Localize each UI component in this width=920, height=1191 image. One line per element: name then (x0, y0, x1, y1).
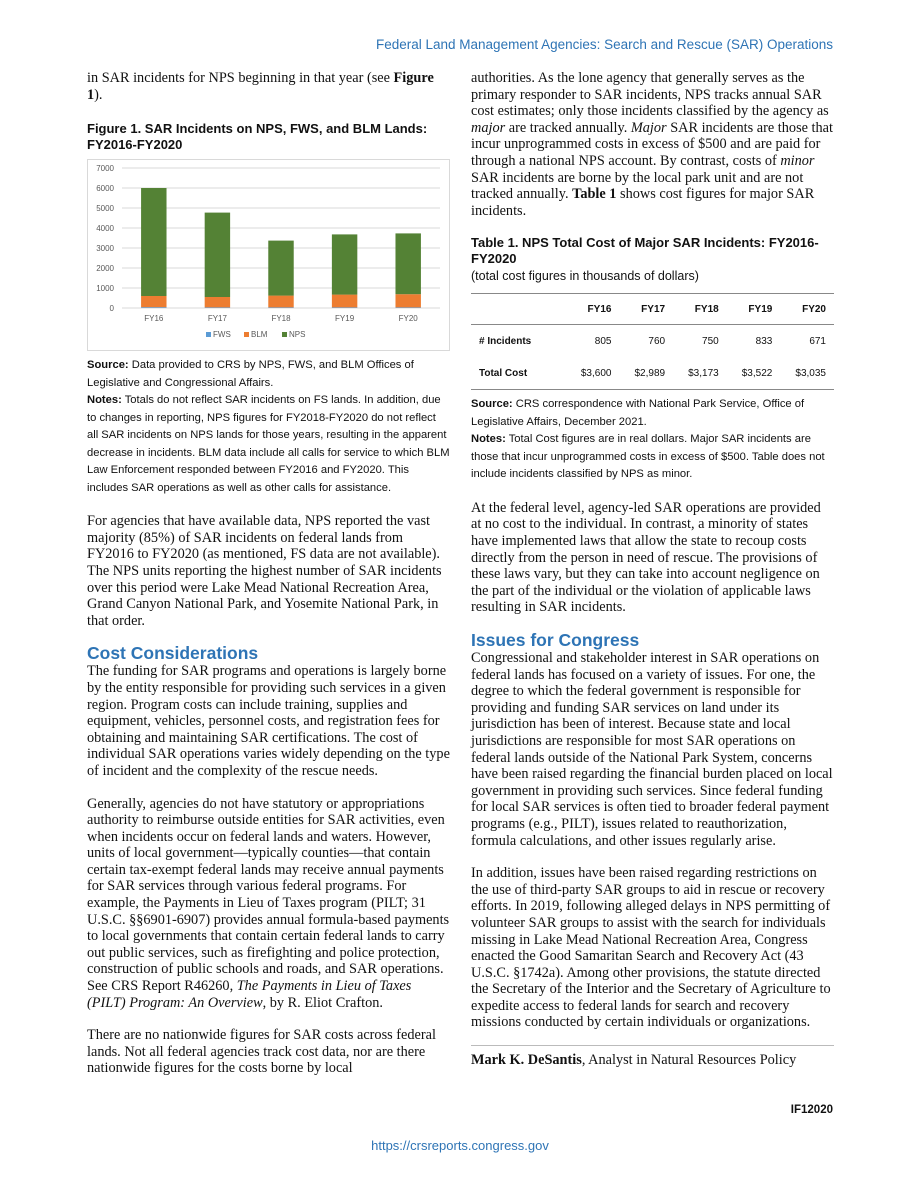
chart-svg (88, 160, 449, 350)
paragraph-nationwide-figures: There are no nationwide figures for SAR costs across federal lands. Not all federal agencies track cost data, nor are there nationwide figures for the costs borne by local (87, 1027, 436, 1077)
paragraph-funding: The funding for SAR programs and operations is largely borne by the entity responsible for providing such services in a given region. Program costs can include training, supplies and equipment, vehicles, personnel costs, and registration fees for obtaining and maintaining SAR certifications. The cost of individual SAR operations varies widely depending on the type of incident and the complexity of the rescue needs. (87, 663, 450, 779)
paragraph-state-laws: At the federal level, agency-led SAR operations are provided at no cost to the individual. In contrast, a minority of states have implemented laws that allow the state to recoup costs directly from the person in need of rescue. The provisions of these laws vary, but they can take into account negligence on the part of the individual or the violation of applicable laws resulting in SAR incidents. (471, 499, 821, 616)
heading-cost-considerations: Cost Considerations (87, 643, 259, 664)
table-notes: Notes: Total Cost figures are in real dollars. Major SAR incidents are those that incur unprogrammed costs in excess of $500. Table does not include incidents classified by NPS as minor. (471, 433, 825, 481)
legend-label-fws: FWS (213, 330, 231, 340)
legend-swatch-nps (282, 332, 287, 337)
bar-blm (268, 296, 293, 308)
table-cell: $3,600 (566, 357, 620, 390)
bar-blm (395, 294, 420, 307)
author-line: Mark K. DeSantis, Analyst in Natural Resources Policy (471, 1052, 797, 1069)
author-divider (471, 1045, 834, 1046)
x-tick-label: FY18 (271, 314, 291, 324)
bar-blm (332, 295, 357, 308)
table-cell: $3,173 (673, 357, 727, 390)
legend-label-blm: BLM (251, 330, 268, 340)
bar-nps (395, 234, 420, 295)
table-header-cell: FY19 (727, 294, 781, 325)
table-cell: 805 (594, 335, 612, 347)
y-tick-label: 2000 (96, 264, 114, 274)
footer-url-link[interactable]: https://crsreports.congress.gov (371, 1138, 549, 1153)
bar-blm (205, 297, 230, 307)
heading-issues-for-congress: Issues for Congress (471, 630, 640, 650)
table-row-label: # Incidents (479, 335, 532, 347)
sar-incidents-chart (87, 159, 450, 351)
bar-fws (395, 308, 420, 309)
table-header-cell: FY16 (566, 294, 620, 325)
figure-source: Source: Data provided to CRS by NPS, FWS, and BLM Offices of Legislative and Congressional Affairs. (87, 359, 414, 389)
bar-fws (141, 307, 166, 308)
table-cell: 671 (809, 335, 826, 347)
bar-nps (268, 241, 293, 296)
table-header-cell: FY20 (780, 294, 834, 325)
left-column (87, 70, 450, 1077)
x-tick-label: FY20 (398, 314, 418, 324)
bar-nps (205, 213, 230, 297)
table-header-cell (471, 294, 566, 325)
paragraph-agency-data: For agencies that have available data, NPS reported the vast majority (85%) of SAR incidents on federal lands from FY2016 to FY2020 (as mentioned, FS data are not available). The NPS units reporting the highest number of SAR incidents over this period were Lake Mead National Recreation Area, Grand Canyon National Park, and Yosemite National Park, in that order. (87, 513, 442, 629)
paragraph-stakeholder-interest: Congressional and stakeholder interest in SAR operations on federal lands has focused on a variety of issues. For one, the degree to which the federal government is responsible for providing and funding SAR services on land under its jurisdiction has been of interest. Because state and local jurisdictions are responsible for most SAR operations on federal lands outside of the National Park System, concerns have been raised regarding the financial burden placed on local government in providing such services. Since federal funding for local SAR services is often tied to broader federal payment programs (e.g., PILT), issues related to reauthorization, formula calculations, and other issues regularly arise. (471, 650, 833, 849)
table-row (471, 325, 834, 358)
table-cell: 750 (702, 335, 719, 347)
y-tick-label: 3000 (96, 244, 114, 254)
table-cell: $3,522 (727, 357, 781, 390)
figure-title: Figure 1. SAR Incidents on NPS, FWS, and BLM Lands: FY2016-FY2020 (87, 121, 428, 153)
table-header-row (471, 294, 834, 325)
x-tick-label: FY16 (144, 314, 164, 324)
running-header: Federal Land Management Agencies: Search and Rescue (SAR) Operations (375, 37, 833, 52)
x-tick-label: FY17 (207, 314, 227, 324)
y-tick-label: 7000 (96, 164, 114, 174)
table-header-cell: FY17 (619, 294, 673, 325)
bar-fws (205, 308, 230, 309)
bar-nps (332, 235, 357, 295)
report-id: IF12020 (790, 1104, 833, 1116)
y-tick-label: 6000 (96, 184, 114, 194)
y-tick-label: 5000 (96, 204, 114, 214)
table-cell: 760 (648, 335, 666, 347)
legend-swatch-fws (206, 332, 211, 337)
bar-blm (141, 296, 166, 307)
y-tick-label: 0 (109, 304, 114, 314)
intro-paragraph: in SAR incidents for NPS beginning in that year (see Figure 1). (87, 70, 434, 103)
paragraph-third-party-groups: In addition, issues have been raised regarding restrictions on the use of third-party SAR groups to aid in rescue or recovery efforts. In 2019, following alleged delays in NPS permitting of volunteer SAR groups to assist with the search for individuals missing in Lake Mead National Recreation Area, Congress enacted the Good Samaritan Search and Recovery Act (43 U.S.C. §1742a). Among other provisions, the statute directed the Secretary of the Interior and the Secretary of Agriculture to expedite access to federal lands for search and recovery missions conducted by certain individuals or organizations. (471, 865, 831, 1031)
table-row-label: Total Cost (471, 357, 566, 390)
table-row (471, 357, 834, 390)
bar-nps (141, 188, 166, 296)
table-cell: 833 (755, 335, 773, 347)
table-cell: $3,035 (780, 357, 834, 390)
figure-notes: Notes: Totals do not reflect SAR incidents on FS lands. In addition, due to changes in reporting, NPS figures for FY2018-FY2020 do not reflect all SAR incidents on NPS lands for those years, resulting in the apparent decrease in incidents. BLM data include all calls for service to which BLM Law Enforcement responded between FY2016 and FY2020. This includes SAR operations as well as other calls for assistance. (87, 394, 450, 494)
paragraph-reimbursement: Generally, agencies do not have statutory or appropriations authority to reimburse outside entities for SAR activities, even when incidents occur on federal lands and waters. However, units of local government—typically counties—that contain certain tax-exempt federal lands may receive annual payments for SAR services through various federal programs. For example, the Payments in Lieu of Taxes program (PILT; 31 U.S.C. §§6901-6907) provides annual formula-based payments to local governments that contain certain federal lands to carry out public services, such as firefighting and police protection, construction of public schools and roads, and SAR operations. See CRS Report R46260, The Payments in Lieu of Taxes (PILT) Program: An Overview, by R. Eliot Crafton. (87, 795, 450, 1011)
table-header-cell: FY18 (673, 294, 727, 325)
y-tick-label: 4000 (96, 224, 114, 234)
legend-label-nps: NPS (289, 330, 306, 340)
right-column (471, 70, 834, 1069)
paragraph-nps-costs: authorities. As the lone agency that generally serves as the primary responder to SAR incidents, NPS tracks annual SAR cost estimates; only those incidents classified by the agency as major are tracked annually. Major SAR incidents are those that incur unprogrammed costs in excess of $500 and are paid for through a national NPS account. By contrast, costs of minor SAR incidents are borne by the local park unit and are not tracked annually. Table 1 shows cost figures for major SAR incidents. (471, 70, 833, 219)
cost-table (471, 293, 834, 390)
table-title: Table 1. NPS Total Cost of Major SAR Incidents: FY2016-FY2020 (471, 235, 819, 267)
x-tick-label: FY19 (335, 314, 355, 324)
table-cell: $2,989 (619, 357, 673, 390)
bar-fws (268, 308, 293, 309)
table-source: Source: CRS correspondence with National Park Service, Office of Legislative Affairs, December 2021. (471, 398, 805, 428)
table-subtitle: (total cost figures in thousands of dollars) (471, 269, 699, 284)
y-tick-label: 1000 (96, 284, 114, 294)
bar-fws (332, 308, 357, 309)
legend-swatch-blm (244, 332, 249, 337)
